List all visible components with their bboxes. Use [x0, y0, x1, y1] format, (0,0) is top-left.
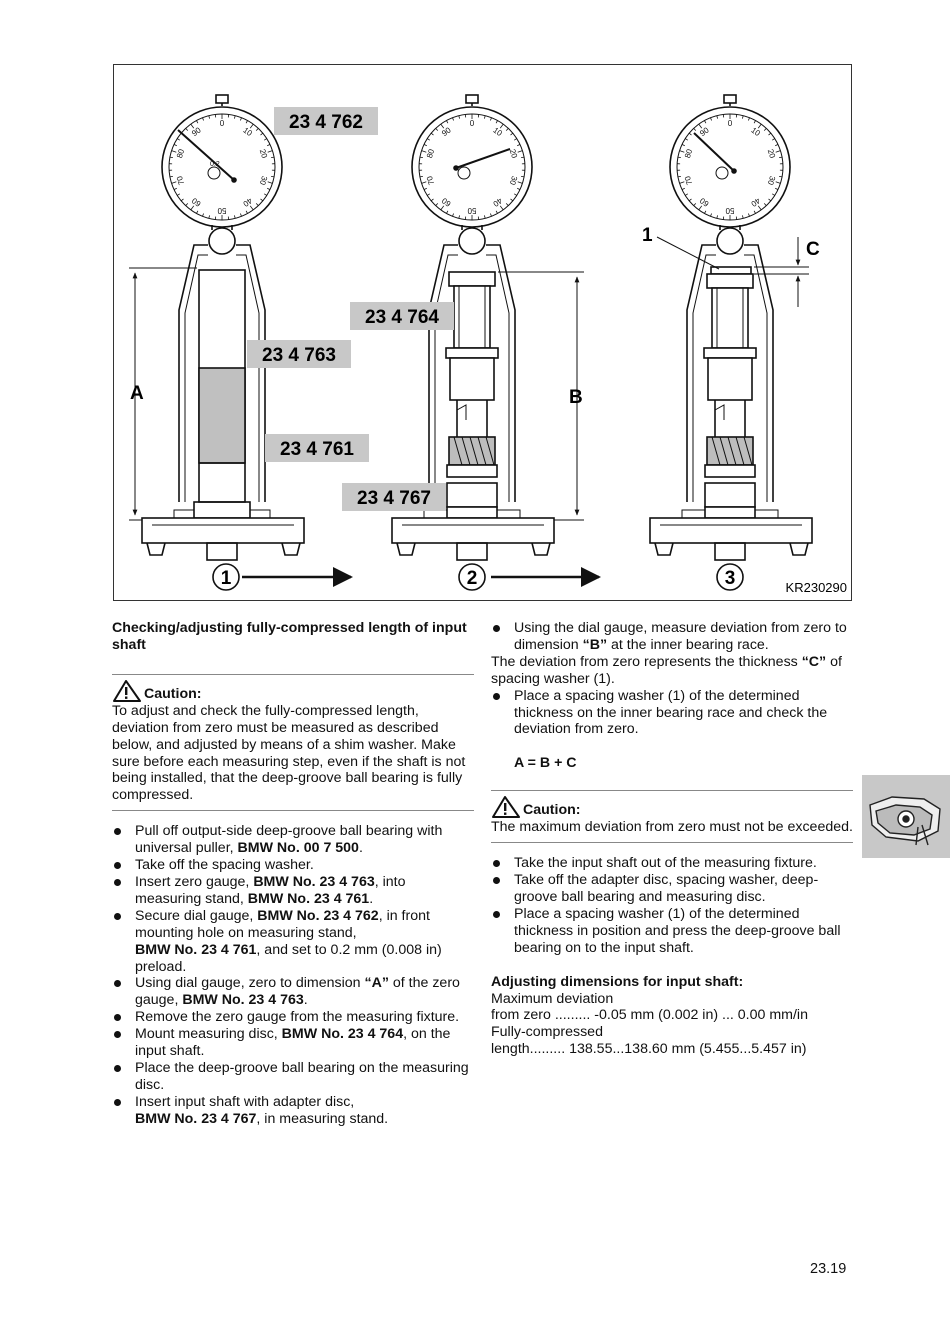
dial-tick: [711, 214, 712, 217]
dial-tick: [209, 215, 210, 218]
step-number-3: 3: [724, 568, 736, 589]
dial-scale-number: 90: [190, 125, 203, 139]
dial-tick: [678, 157, 681, 158]
dial-tick: [203, 118, 204, 121]
dial-scale-number: 40: [749, 195, 762, 209]
dial-tick: [197, 211, 198, 214]
dial-tick: [776, 182, 781, 184]
dial-tick: [422, 182, 427, 184]
thickness-note: The deviation from zero represents the thickness “C” of spacing washer (1).: [491, 653, 842, 687]
dimension-a-label: A: [130, 383, 144, 404]
dial-tick: [754, 121, 755, 124]
dial-tick: [680, 151, 685, 153]
gearbox-icon: [862, 775, 950, 858]
dial-tick: [447, 121, 448, 124]
dial-tick: [511, 199, 513, 201]
list-item: Mount measuring disc, BMW No. 23 4 764, on the input shaft.: [112, 1026, 474, 1060]
dial-tick: [256, 203, 258, 205]
dial-scale-number: 30: [257, 174, 269, 187]
dial-tick: [436, 203, 438, 205]
figure-code: KR230290: [785, 580, 847, 595]
dial-tick: [518, 182, 523, 184]
callout-zero-gauge: 23 4 763: [262, 345, 336, 366]
list-item: Take the input shaft out of the measuring fixture.: [491, 855, 853, 872]
caution-text: The maximum deviation from zero must not be exceeded.: [491, 819, 853, 836]
dial-tick: [514, 139, 517, 141]
washer-label: 1: [642, 225, 653, 246]
list-item: Take off the adapter disc, spacing washer, deep-groove ball bearing and measuring disc.: [491, 872, 853, 906]
dial-tick: [772, 194, 775, 196]
dial-tick: [181, 199, 183, 201]
dial-scale-number: 30: [765, 174, 777, 187]
dial-scale-number: 10: [749, 125, 762, 139]
dial-tick: [250, 124, 253, 128]
dial-scale-number: 40: [241, 195, 254, 209]
dial-tick: [758, 124, 761, 128]
caution-text: To adjust and check the fully-compressed length, deviation from zero must be measured as described below, and adjusted by means of a shim washer. Make sure before each measuring step, even if the shaft is not being installed, that the deep-groove ball bearing is fully compressed.: [112, 702, 466, 804]
dial-tick: [240, 214, 241, 217]
dial-scale-number: 40: [491, 195, 504, 209]
list-item: Place the deep-groove ball bearing on the measuring disc.: [112, 1060, 474, 1094]
dial-tick: [174, 188, 177, 189]
dial-tick: [490, 214, 491, 217]
dial-tick: [261, 133, 263, 135]
list-item: Using dial gauge, zero to dimension “A” of the zero gauge, BMW No. 23 4 763.: [112, 975, 474, 1009]
caution-title: Caution:: [523, 802, 581, 819]
dial-tick: [431, 199, 433, 201]
formula: A = B + C: [514, 755, 577, 772]
section-heading: Checking/adjusting fully-compressed length of input shaft: [112, 620, 467, 653]
dial-tick: [779, 157, 782, 158]
measurement-illustration: [114, 65, 853, 602]
dial-tick: [271, 176, 274, 177]
dial-tick: [682, 144, 685, 145]
dial-tick: [264, 139, 267, 141]
procedure-list-right-2: [491, 688, 853, 739]
dial-tick: [420, 157, 423, 158]
dial-scale-number: 80: [175, 147, 187, 160]
dial-tick: [264, 194, 267, 196]
warning-triangle-icon: [112, 679, 142, 703]
spec-line: Fully-compressed: [491, 1024, 603, 1041]
dial-tick: [678, 176, 681, 177]
dial-tick: [699, 206, 702, 210]
dial-tick: [177, 194, 180, 196]
dial-scale-numbers: [169, 114, 783, 220]
dial-tick: [268, 182, 273, 184]
dial-tick: [705, 211, 706, 214]
callout-adapter-disc: 23 4 767: [357, 488, 431, 509]
dial-tick: [711, 118, 712, 121]
dial-tick: [776, 151, 781, 153]
caution-title-row: [112, 679, 474, 703]
dial-tick: [441, 206, 444, 210]
dial-tick: [174, 144, 177, 145]
dial-tick: [694, 203, 696, 205]
dial-tick: [191, 124, 194, 128]
list-item: Place a spacing washer (1) of the determined thickness on the inner bearing race and check the deviation from zero.: [491, 688, 853, 739]
dial-tick: [250, 206, 253, 210]
dial-tick: [170, 176, 173, 177]
dial-tick: [517, 144, 520, 145]
dial-tick: [267, 188, 270, 189]
dial-tick: [521, 176, 524, 177]
dial-tick: [246, 211, 247, 214]
warning-triangle-icon: [491, 795, 521, 819]
dial-tick: [772, 139, 775, 141]
dial-tick: [427, 139, 430, 141]
dial-tick: [170, 157, 173, 158]
dial-scale-number: 80: [683, 147, 695, 160]
list-item: Insert input shaft with adapter disc, BMW No. 23 4 767, in measuring stand.: [112, 1094, 474, 1128]
dial-scale-number: 60: [698, 195, 711, 209]
dial-tick: [191, 206, 194, 210]
dial-tick: [172, 151, 177, 153]
dial-tick: [717, 116, 718, 119]
list-item: Place a spacing washer (1) of the determined thickness in position and press the deep-groove ball bearing on to the input shaft.: [491, 906, 853, 957]
dial-tick: [424, 144, 427, 145]
spec-heading: Adjusting dimensions for input shaft:: [491, 973, 744, 990]
dial-tick: [748, 118, 749, 121]
dial-tick: [186, 128, 188, 130]
dial-tick: [521, 157, 524, 158]
dial-tick: [240, 118, 241, 121]
dial-tick: [496, 121, 497, 124]
dimension-b-label: B: [569, 387, 583, 408]
dial-tick: [758, 206, 761, 210]
dial-tick: [186, 203, 188, 205]
dial-tick: [754, 211, 755, 214]
dial-scale-number: 10: [491, 125, 504, 139]
dial-tick: [748, 214, 749, 217]
chapter-tab: [862, 775, 950, 858]
caution-box-1: [112, 674, 474, 811]
dial-tick: [506, 128, 508, 130]
caution-title-row: [491, 795, 853, 819]
dial-tick: [694, 128, 696, 130]
dial-tick: [484, 215, 485, 218]
step-number-2: 2: [466, 568, 478, 589]
list-item: Secure dial gauge, BMW No. 23 4 762, in front mounting hole on measuring stand, BMW No. 23 4 761, and set to 0.2 mm (0.008 in) preload.: [112, 908, 474, 976]
dial-tick: [459, 215, 460, 218]
list-item: Insert zero gauge, BMW No. 23 4 763, into measuring stand, BMW No. 23 4 761.: [112, 874, 474, 908]
measurement-figure: [113, 64, 852, 601]
dial-tick: [514, 194, 517, 196]
dial-tick: [680, 182, 685, 184]
procedure-list-right-3: [491, 855, 853, 956]
list-item: Remove the zero gauge from the measuring fixture.: [112, 1009, 474, 1026]
dial-tick: [420, 176, 423, 177]
list-item: Using the dial gauge, measure deviation from zero to dimension “B” at the inner bearing race.: [491, 620, 853, 654]
dial-tick: [234, 116, 235, 119]
dial-tick: [685, 139, 688, 141]
dial-tick: [500, 206, 503, 210]
dial-scale-number: 0: [469, 119, 475, 128]
dial-tick: [256, 128, 258, 130]
dial-tick: [453, 214, 454, 217]
dial-scale-number: 70: [683, 174, 695, 187]
list-item: Pull off output-side deep-groove ball bearing with universal puller, BMW No. 00 7 500.: [112, 823, 474, 857]
callout-dial-gauge: 23 4 762: [289, 112, 363, 133]
page-number: 23.19: [810, 1261, 847, 1277]
preload-mark: 0.2: [210, 161, 220, 168]
dial-tick: [234, 215, 235, 218]
dial-tick: [267, 144, 270, 145]
left-column: [112, 620, 474, 1128]
dial-tick: [431, 133, 433, 135]
dial-scale-number: 50: [725, 206, 735, 215]
dial-tick: [742, 215, 743, 218]
dial-scale-number: 30: [507, 174, 519, 187]
dial-scale-number: 80: [425, 147, 437, 160]
dial-tick: [271, 157, 274, 158]
step-number-1: 1: [220, 568, 232, 589]
dial-scale-number: 90: [440, 125, 453, 139]
dial-tick: [682, 188, 685, 189]
dial-tick: [769, 133, 771, 135]
dial-tick: [705, 121, 706, 124]
dial-scale-number: 20: [765, 147, 777, 160]
dial-scale-number: 50: [467, 206, 477, 215]
dial-scale-number: 70: [175, 174, 187, 187]
dial-tick: [197, 121, 198, 124]
dial-scale-number: 60: [440, 195, 453, 209]
callout-measuring-disc: 23 4 764: [365, 307, 439, 328]
caution-title: Caution:: [144, 685, 202, 702]
spec-line: Maximum deviation: [491, 990, 614, 1007]
dial-scale-number: 20: [257, 147, 269, 160]
dial-scale-number: 50: [217, 206, 227, 215]
dial-scale-number: 10: [241, 125, 254, 139]
dial-tick: [261, 199, 263, 201]
stand-3: [650, 95, 812, 560]
dial-tick: [447, 211, 448, 214]
spec-line: length......... 138.55...138.60 mm (5.455...5.457 in): [491, 1041, 807, 1058]
dial-tick: [717, 215, 718, 218]
dial-tick: [511, 133, 513, 135]
dial-tick: [496, 211, 497, 214]
dial-tick: [685, 194, 688, 196]
dial-tick: [506, 203, 508, 205]
dial-tick: [689, 199, 691, 201]
dial-tick: [453, 118, 454, 121]
procedure-list-left: [112, 823, 474, 1127]
dial-tick: [441, 124, 444, 128]
dial-tick: [177, 139, 180, 141]
dial-tick: [424, 188, 427, 189]
dial-tick: [268, 151, 273, 153]
dimension-c-line: [754, 237, 809, 307]
dial-tick: [490, 118, 491, 121]
dial-tick: [436, 128, 438, 130]
dial-tick: [764, 203, 766, 205]
dial-tick: [172, 182, 177, 184]
dial-tick: [764, 128, 766, 130]
dial-tick: [459, 116, 460, 119]
right-column: [491, 620, 853, 1058]
dial-tick: [689, 133, 691, 135]
dial-tick: [699, 124, 702, 128]
dial-tick: [775, 188, 778, 189]
spec-line: from zero ......... -0.05 mm (0.002 in) ... 0.00 mm/in: [491, 1007, 808, 1024]
dial-scale-number: 60: [190, 195, 203, 209]
caution-box-2: [491, 790, 853, 843]
procedure-list-right-1: [491, 620, 853, 654]
callout-stand: 23 4 761: [280, 439, 354, 460]
dial-tick: [246, 121, 247, 124]
dial-tick: [484, 116, 485, 119]
dial-scale-number: 0: [727, 119, 733, 128]
dial-scale-number: 20: [507, 147, 519, 160]
dial-scale-number: 90: [698, 125, 711, 139]
dial-tick: [518, 151, 523, 153]
dial-tick: [427, 194, 430, 196]
dial-tick: [779, 176, 782, 177]
dial-tick: [209, 116, 210, 119]
dial-tick: [769, 199, 771, 201]
dial-tick: [500, 124, 503, 128]
dial-tick: [742, 116, 743, 119]
list-item: Take off the spacing washer.: [112, 857, 474, 874]
dial-tick: [203, 214, 204, 217]
dial-tick: [517, 188, 520, 189]
dial-scale-number: 70: [425, 174, 437, 187]
dial-scale-number: 0: [219, 119, 225, 128]
spec-block: [491, 974, 853, 1059]
dial-tick: [422, 151, 427, 153]
dimension-c-label: C: [806, 239, 820, 260]
dial-tick: [775, 144, 778, 145]
